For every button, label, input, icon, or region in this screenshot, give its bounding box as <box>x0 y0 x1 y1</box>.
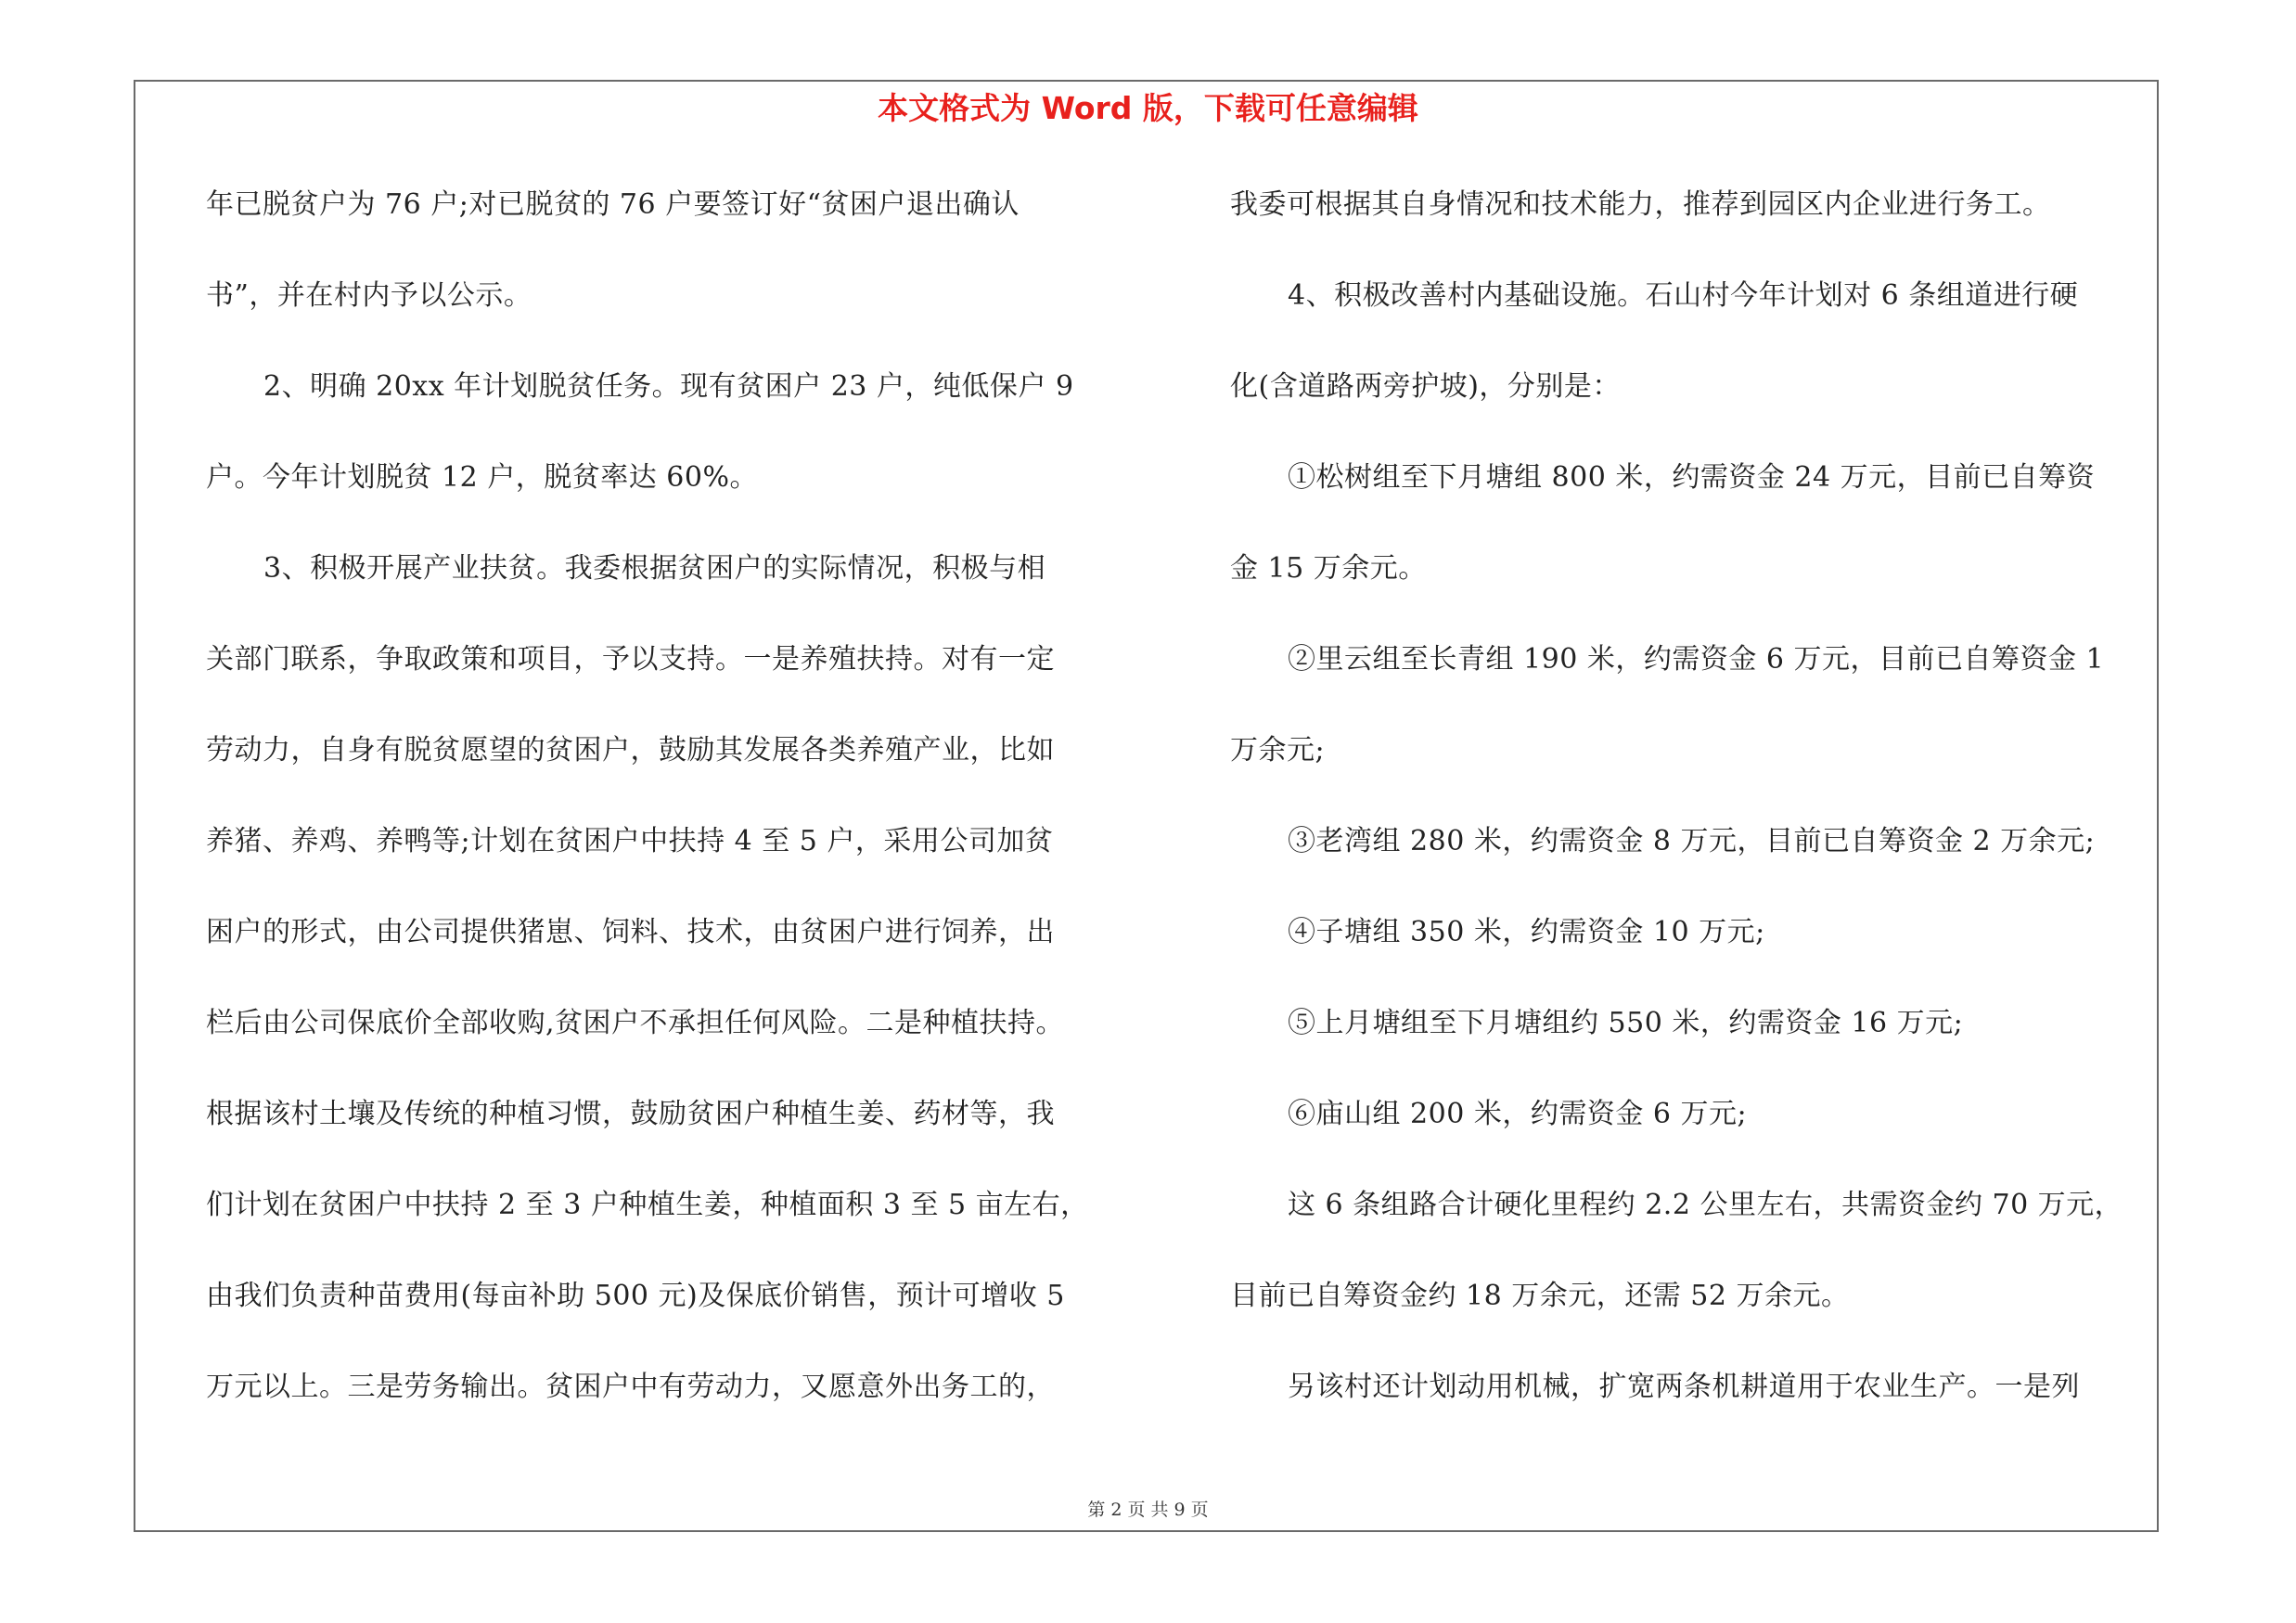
text-line: 万元以上。三是劳务输出。贫困户中有劳动力，又愿意外出务工的， <box>206 1371 1055 1403</box>
text-line: 栏后由公司保底价全部收购,贫困户不承担任何风险。二是种植扶持。 <box>206 1007 1065 1039</box>
text-line: 这 6 条组路合计硬化里程约 2.2 公里左右，共需资金约 70 万元， <box>1288 1189 2123 1221</box>
text-line: 3、积极开展产业扶贫。我委根据贫困户的实际情况，积极与相 <box>263 552 1046 585</box>
text-line: 由我们负责种苗费用(每亩补助 500 元)及保底价销售，预计可增收 5 <box>206 1280 1065 1312</box>
text-line: 困户的形式，由公司提供猪崽、饲料、技术，由贫困户进行饲养，出 <box>206 916 1055 948</box>
text-line: ⑥庙山组 200 米，约需资金 6 万元; <box>1288 1098 1748 1130</box>
text-line: ②里云组至长青组 190 米，约需资金 6 万元，目前已自筹资金 1 <box>1288 643 2105 676</box>
text-line: ④子塘组 350 米，约需资金 10 万元; <box>1288 916 1765 948</box>
text-line: 们计划在贫困户中扶持 2 至 3 户种植生姜，种植面积 3 至 5 亩左右， <box>206 1189 1089 1221</box>
text-line: 万余元; <box>1230 734 1326 766</box>
text-line: 另该村还计划动用机械，扩宽两条机耕道用于农业生产。一是列 <box>1288 1371 2080 1403</box>
text-line: 根据该村土壤及传统的种植习惯，鼓励贫困户种植生姜、药材等，我 <box>206 1098 1055 1130</box>
text-line: 化(含道路两旁护坡)，分别是： <box>1230 370 1621 403</box>
text-line: 目前已自筹资金约 18 万余元，还需 52 万余元。 <box>1230 1280 1850 1312</box>
text-line: 户。今年计划脱贫 12 户，脱贫率达 60%。 <box>206 461 758 494</box>
text-line: 劳动力，自身有脱贫愿望的贫困户，鼓励其发展各类养殖产业，比如 <box>206 734 1055 766</box>
text-line: 金 15 万余元。 <box>1230 552 1427 585</box>
text-line: ③老湾组 280 米，约需资金 8 万元，目前已自筹资金 2 万余元; <box>1288 825 2096 857</box>
text-line: 我委可根据其自身情况和技术能力，推荐到园区内企业进行务工。 <box>1230 188 2051 221</box>
text-line: 书”，并在村内予以公示。 <box>206 279 532 312</box>
text-line: 关部门联系，争取政策和项目，予以支持。一是养殖扶持。对有一定 <box>206 643 1055 676</box>
page-number: 第 2 页 共 9 页 <box>1087 1500 1209 1520</box>
text-line: 4、积极改善村内基础设施。石山村今年计划对 6 条组道进行硬 <box>1288 279 2079 312</box>
text-line: ①松树组至下月塘组 800 米，约需资金 24 万元，目前已自筹资 <box>1288 461 2096 494</box>
text-line: 年已脱贫户为 76 户;对已脱贫的 76 户要签订好“贫困户退出确认 <box>206 188 1020 221</box>
text-line: 养猪、养鸡、养鸭等;计划在贫困户中扶持 4 至 5 户，采用公司加贫 <box>206 825 1054 857</box>
text-line: ⑤上月塘组至下月塘组约 550 米，约需资金 16 万元; <box>1288 1007 1964 1039</box>
format-banner: 本文格式为 Word 版，下载可任意编辑 <box>878 90 1418 126</box>
text-line: 2、明确 20xx 年计划脱贫任务。现有贫困户 23 户，纯低保户 9 <box>263 370 1074 403</box>
